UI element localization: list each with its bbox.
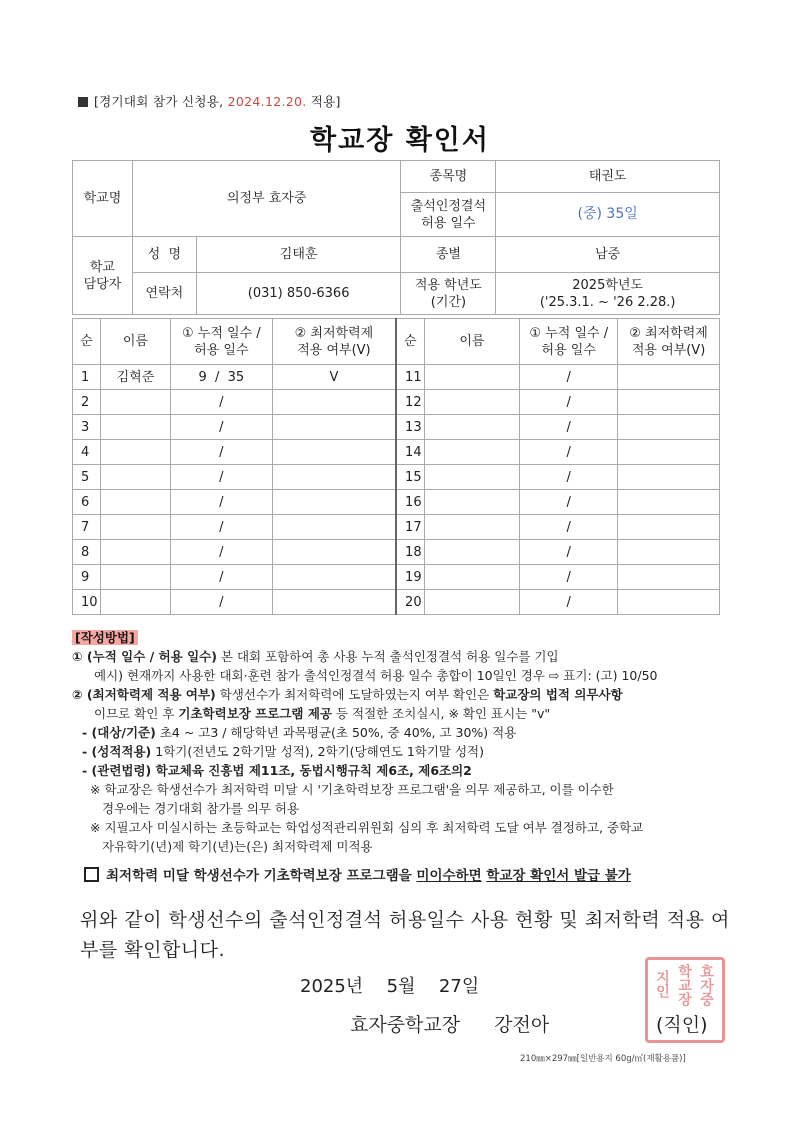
table-row (73, 540, 720, 565)
row-name-right (424, 590, 520, 615)
header-prefix: [경기대회 참가 신청용, (94, 94, 224, 109)
signer-name: 강전아 (494, 1014, 550, 1036)
guide-sub1-text: 초4 ~ 고3 / 해당학년 과목평균(초 50%, 중 40%, 고 30%) 적용 (159, 725, 517, 740)
row-days-left: / (170, 515, 272, 540)
row-name-left: 김혁준 (100, 365, 170, 390)
row-num-left: 4 (73, 440, 101, 465)
row-name-right (424, 565, 520, 590)
row-name-left (100, 490, 170, 515)
guide-item1-title: ① (누적 일수 / 허용 일수) (72, 649, 217, 664)
guide-item2-title: ② (최저학력제 적용 여부) (72, 687, 216, 702)
year-value: 2025학년도 ('25.3.1. ~ '26 2.28.) (496, 273, 720, 315)
writing-guide (72, 628, 732, 856)
table-row (73, 440, 720, 465)
seal-text-1: 효자중 (698, 964, 714, 1006)
row-num-left: 1 (73, 365, 101, 390)
staff-label: 학교 담당자 (73, 237, 133, 315)
contact-value: (031) 850-6366 (196, 273, 401, 315)
row-name-left (100, 465, 170, 490)
row-days-right: / (520, 465, 618, 490)
notice-d: 학교장 확인서 발급 불가 (486, 868, 631, 884)
seal-text-2: 학교장 (676, 964, 692, 1006)
row-name-right (424, 365, 520, 390)
form-version-header (78, 92, 341, 110)
guide-item2-text: 학생선수가 최저학력에 도달하였는지 여부 확인은 (219, 687, 490, 702)
row-num-left: 6 (73, 490, 101, 515)
row-days-right: / (520, 565, 618, 590)
row-num-left: 9 (73, 565, 101, 590)
days-value: (중) 35일 (496, 193, 720, 237)
row-days-left: / (170, 440, 272, 465)
table-row (73, 390, 720, 415)
table-row (73, 490, 720, 515)
row-name-left (100, 565, 170, 590)
row-min-left (272, 565, 396, 590)
row-days-right: / (520, 490, 618, 515)
row-days-left: / (170, 590, 272, 615)
days-label: 출석인정결석 허용 일수 (401, 193, 496, 237)
row-name-right (424, 540, 520, 565)
notice-b: 기초학력보장 프로그램을 (263, 868, 412, 884)
row-days-right: / (520, 515, 618, 540)
row-min-left (272, 490, 396, 515)
header-name-right: 이름 (424, 319, 520, 365)
guide-heading: [작성방법] (72, 630, 138, 645)
row-num-right: 17 (396, 515, 424, 540)
row-days-left: / (170, 490, 272, 515)
table-row (73, 465, 720, 490)
row-name-right (424, 490, 520, 515)
row-min-left (272, 590, 396, 615)
row-min-left (272, 465, 396, 490)
issuance-notice (84, 864, 631, 884)
row-min-right (618, 440, 720, 465)
guide-note2a: ※ 지필고사 미실시하는 초등학교는 학업성적관리위원회 심의 후 최저학력 도달 여부 결정하고, 중학교 (90, 820, 644, 835)
table-row (73, 415, 720, 440)
row-days-left: / (170, 465, 272, 490)
row-min-left: V (272, 365, 396, 390)
row-name-left (100, 515, 170, 540)
row-name-right (424, 390, 520, 415)
header-num-right: 순 (396, 319, 424, 365)
guide-item2-line2a: 이므로 확인 후 (94, 706, 175, 721)
gender-value: 남중 (496, 237, 720, 273)
school-info-table (72, 160, 720, 315)
row-min-right (618, 590, 720, 615)
table-row (73, 365, 720, 390)
row-days-right: / (520, 540, 618, 565)
row-days-right: / (520, 365, 618, 390)
row-days-right: / (520, 440, 618, 465)
guide-sub2-title: - (성적적용) (82, 744, 152, 759)
row-num-right: 20 (396, 590, 424, 615)
guide-sub2-text: 1학기(전년도 2학기말 성적), 2학기(당해연도 1학기말 성적) (155, 744, 485, 759)
square-bullet-icon (78, 97, 88, 107)
name-value: 김태훈 (196, 237, 401, 273)
row-name-right (424, 415, 520, 440)
signer-line (350, 1010, 549, 1037)
row-name-right (424, 465, 520, 490)
row-days-left: / (170, 565, 272, 590)
row-min-left (272, 515, 396, 540)
row-min-right (618, 365, 720, 390)
row-num-left: 5 (73, 465, 101, 490)
row-name-left (100, 590, 170, 615)
row-min-right (618, 540, 720, 565)
row-min-right (618, 415, 720, 440)
guide-item1-example: 예시) 현재까지 사용한 대회·훈련 참가 출석인정결석 허용 일수 총합이 10일인 경우 ⇨ 표기: (고) 10/50 (94, 668, 658, 683)
row-name-right (424, 440, 520, 465)
row-min-right (618, 515, 720, 540)
row-days-right: / (520, 590, 618, 615)
header-suffix: 적용] (310, 94, 341, 109)
header-num-left: 순 (73, 319, 101, 365)
guide-note2b: 자유학기(년)제 학기(년)는(은) 최저학력제 미적용 (102, 839, 373, 854)
guide-item2-program: 기초학력보장 프로그램 제공 (178, 706, 332, 721)
seal-label: (직인) (656, 1014, 708, 1036)
row-min-left (272, 415, 396, 440)
row-num-right: 15 (396, 465, 424, 490)
row-days-left: / (170, 390, 272, 415)
row-days-left: 9 / 35 (170, 365, 272, 390)
row-name-left (100, 440, 170, 465)
row-num-right: 11 (396, 365, 424, 390)
notice-a: 최저학력 미달 학생선수가 (106, 868, 259, 884)
school-label: 학교명 (73, 161, 133, 237)
header-days-left: ① 누적 일수 / 허용 일수 (170, 319, 272, 365)
header-days-right: ① 누적 일수 / 허용 일수 (520, 319, 618, 365)
row-days-left: / (170, 415, 272, 440)
notice-c: 미이수하면 (416, 868, 482, 884)
signer-school: 효자중학교장 (350, 1014, 461, 1036)
page-title: 학교장 확인서 (310, 125, 490, 156)
row-min-right (618, 390, 720, 415)
row-name-left (100, 415, 170, 440)
row-min-left (272, 540, 396, 565)
table-row (73, 515, 720, 540)
row-num-right: 19 (396, 565, 424, 590)
name-label: 성 명 (132, 237, 196, 273)
table-row (73, 565, 720, 590)
guide-item1-text: 본 대회 포함하여 총 사용 누적 출석인정결석 허용 일수를 기입 (220, 649, 559, 664)
guide-note1b: 경우에는 경기대회 참가를 의무 허용 (102, 801, 300, 816)
row-num-right: 18 (396, 540, 424, 565)
row-name-left (100, 390, 170, 415)
guide-item2-line2c: 등 적절한 조치실시, ※ 확인 표시는 "v" (335, 706, 551, 721)
gender-label: 종별 (401, 237, 496, 273)
checkbox-icon (84, 867, 99, 882)
school-value: 의정부 효자중 (132, 161, 401, 237)
row-num-left: 3 (73, 415, 101, 440)
row-num-right: 12 (396, 390, 424, 415)
row-min-left (272, 390, 396, 415)
contact-label: 연락처 (132, 273, 196, 315)
seal-text-3: 지인 (654, 970, 670, 998)
row-num-left: 7 (73, 515, 101, 540)
row-num-left: 8 (73, 540, 101, 565)
year-label: 적용 학년도 (기간) (401, 273, 496, 315)
issue-date: 2025년 5월 27일 (300, 976, 480, 997)
table-row (73, 590, 720, 615)
sport-label: 종목명 (401, 161, 496, 193)
paper-spec-footer: 210㎜×297㎜[일반용지 60g/㎡(재활용품)] (520, 1054, 686, 1064)
guide-note1a: ※ 학교장은 학생선수가 최저학력 미달 시 '기초학력보장 프로그램'을 의무 제공하고, 이를 이수한 (90, 782, 614, 797)
row-num-right: 14 (396, 440, 424, 465)
header-name-left: 이름 (100, 319, 170, 365)
row-num-left: 2 (73, 390, 101, 415)
row-name-left (100, 540, 170, 565)
row-days-right: / (520, 390, 618, 415)
header-min-right: ② 최저학력제 적용 여부(V) (618, 319, 720, 365)
guide-item2-duty: 학교장의 법적 의무사항 (493, 687, 623, 702)
row-min-right (618, 490, 720, 515)
row-num-left: 10 (73, 590, 101, 615)
row-min-right (618, 465, 720, 490)
guide-sub1-title: - (대상/기준) (82, 725, 156, 740)
student-list-table (72, 318, 720, 615)
confirmation-statement: 위와 같이 학생선수의 출석인정결석 허용일수 사용 현황 및 최저학력 적용 여부를 확인합니다. (80, 909, 730, 961)
row-num-right: 16 (396, 490, 424, 515)
header-date: 2024.12.20. (227, 94, 307, 109)
sport-value: 태권도 (496, 161, 720, 193)
row-min-right (618, 565, 720, 590)
row-days-right: / (520, 415, 618, 440)
header-min-left: ② 최저학력제 적용 여부(V) (272, 319, 396, 365)
row-min-left (272, 440, 396, 465)
guide-sub3: - (관련법령) 학교체육 진흥법 제11조, 동법시행규칙 제6조, 제6조의2 (82, 763, 472, 778)
row-days-left: / (170, 540, 272, 565)
row-num-right: 13 (396, 415, 424, 440)
row-name-right (424, 515, 520, 540)
